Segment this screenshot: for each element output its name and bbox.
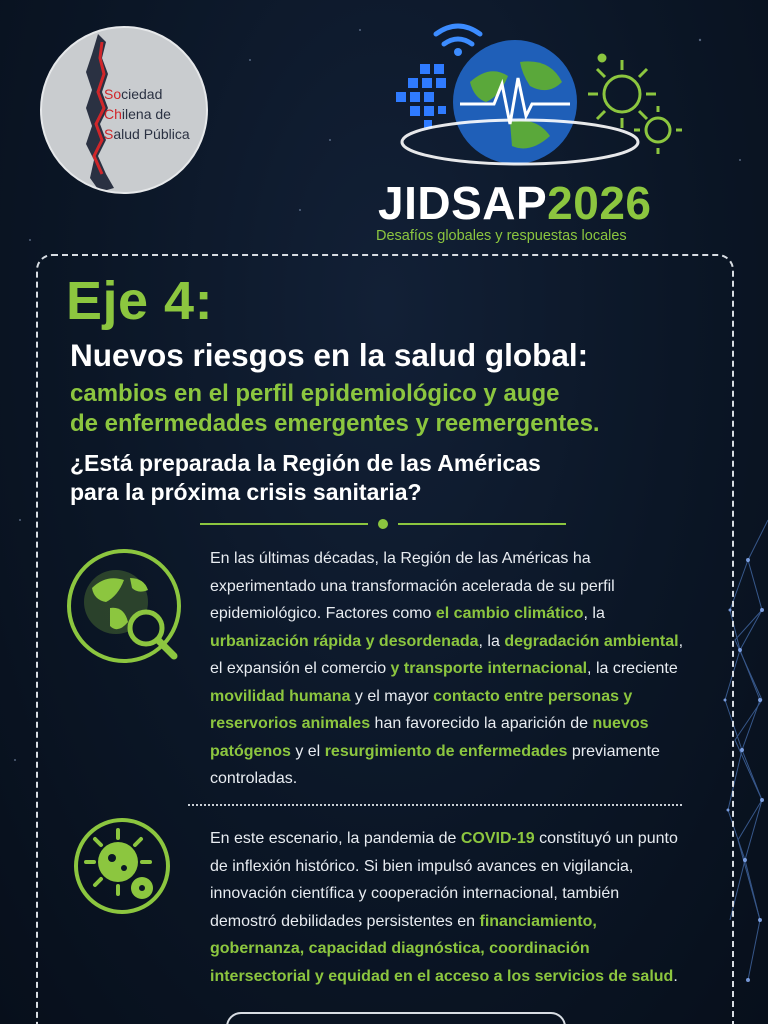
paragraph-epidemiological-change: En las últimas décadas, la Región de las Américas ha experimentado una transformación acelerada de su perfil epidemiológico. Factores como el cambio climático, la urbanización rápida y desordenada, la degradación ambiental, el expansión el comercio y transporte internacional, la creciente movilidad humana y el mayor contacto entre personas y reservorios animales han favorecido la aparición de nuevos patógenos y el resurgimiento de enfermedades previamente controladas. xyxy=(210,550,684,787)
paragraph-divider xyxy=(188,804,682,806)
earth-pulse-icon xyxy=(453,40,577,164)
jidsap-emblem xyxy=(390,12,700,182)
society-name: Sociedad Chilena de Salud Pública xyxy=(104,86,190,142)
axis-subtitle-line2: de enfermedades emergentes y reemergentes. xyxy=(70,410,600,437)
globe-magnifier-icon xyxy=(66,548,186,668)
virus-cluster-icon xyxy=(588,55,682,154)
axis-label: Eje 4: xyxy=(66,271,214,331)
society-logo xyxy=(40,26,208,194)
event-title: JIDSAP2026 xyxy=(378,177,652,229)
axis-title: Nuevos riesgos en la salud global: xyxy=(70,337,589,373)
axis-question-line2: para la próxima crisis sanitaria? xyxy=(70,479,422,505)
wifi-icon xyxy=(436,26,480,44)
bottom-banner xyxy=(226,1012,566,1024)
section-divider xyxy=(200,517,570,531)
virus-icon xyxy=(72,816,172,916)
event-tagline: Desafíos globales y respuestas locales xyxy=(376,228,627,244)
axis-subtitle-line1: cambios en el perfil epidemiológico y auge xyxy=(70,380,560,407)
axis-question-line1: ¿Está preparada la Región de las Américas xyxy=(70,450,541,476)
paragraph-covid-impact: En este escenario, la pandemia de COVID-19 constituyó un punto de inflexión histórico. Si bien impulsó avances en vigilancia, innovación científica y cooperación internacional, también demostró debilidades persistentes en financiamiento, gobernanza, capacidad diagnóstica, coordinación intersectorial y equidad en el acceso a los servicios de salud. xyxy=(210,830,678,985)
